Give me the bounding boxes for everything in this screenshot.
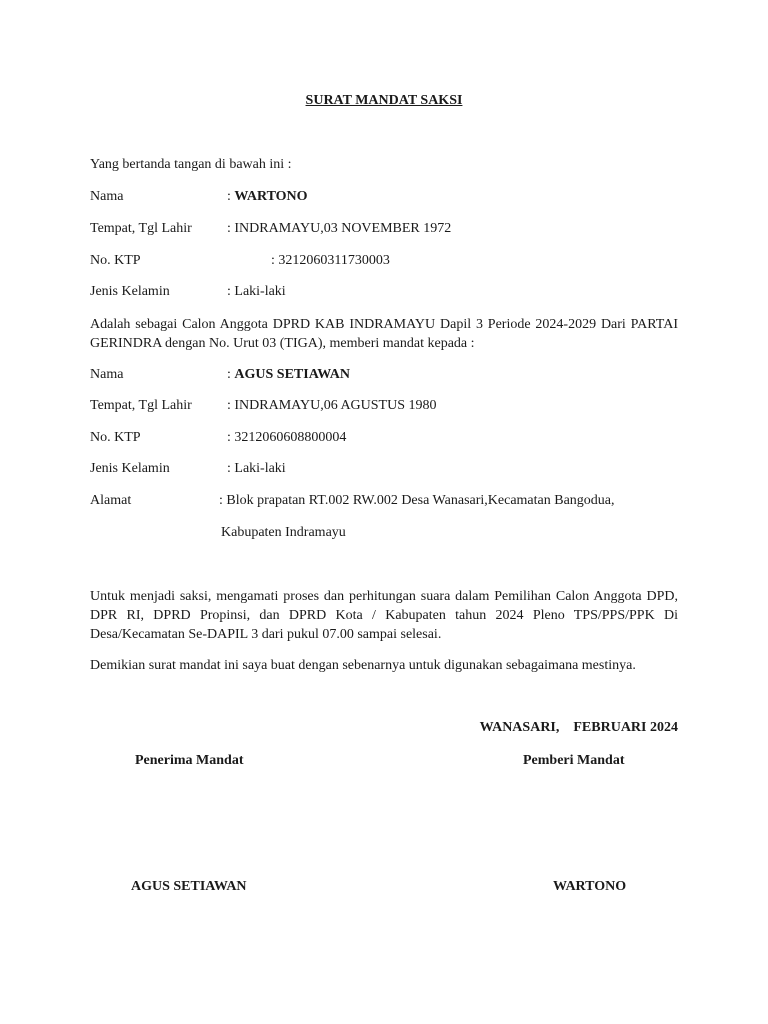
receiver-signature-title: Penerima Mandat xyxy=(135,753,244,768)
giver-name-value: WARTONO xyxy=(234,189,308,204)
receiver-address-line1: Blok prapatan RT.002 RW.002 Desa Wanasari,Kecamatan Bangodua, xyxy=(226,493,615,508)
giver-ktp-label: No. KTP xyxy=(90,253,141,268)
purpose-paragraph: Untuk menjadi saksi, mengamati proses dan perhitungan suara dalam Pemilihan Calon Anggota DPD, DPR RI, DPRD Propinsi, dan DPRD Kota / Kabupaten tahun 2024 Pleno TPS/PPS/PPK Di Desa/Kecamatan Se-DAPIL 3 dari pukul 07.00 sampai selesai. xyxy=(90,589,678,642)
giver-name-row: : WARTONO xyxy=(227,189,308,204)
giver-ttl-row: : INDRAMAYU,03 NOVEMBER 1972 xyxy=(227,221,452,236)
receiver-gender-row: : Laki-laki xyxy=(227,461,286,476)
giver-signature-title: Pemberi Mandat xyxy=(523,753,625,768)
receiver-name-value: AGUS SETIAWAN xyxy=(234,367,350,382)
receiver-ttl-row: : INDRAMAYU,06 AGUSTUS 1980 xyxy=(227,398,437,413)
giver-ttl-value: INDRAMAYU,03 NOVEMBER 1972 xyxy=(234,221,452,236)
giver-gender-row: : Laki-laki xyxy=(227,284,286,299)
receiver-ktp-row: : 3212060608800004 xyxy=(227,430,347,445)
page-title: SURAT MANDAT SAKSI xyxy=(305,93,463,108)
giver-ktp-row: : 3212060311730003 xyxy=(271,253,390,268)
closing-text: Demikian surat mandat ini saya buat dengan sebenarnya untuk digunakan sebagaimana mestinya. xyxy=(90,658,636,673)
receiver-ktp-value: 3212060608800004 xyxy=(234,430,347,445)
mandate-paragraph: Adalah sebagai Calon Anggota DPRD KAB INDRAMAYU Dapil 3 Periode 2024-2029 Dari PARTAI GERINDRA dengan No. Urut 03 (TIGA), memberi mandat kepada : xyxy=(90,317,678,351)
receiver-gender-value: Laki-laki xyxy=(234,461,286,476)
receiver-name-label: Nama xyxy=(90,367,124,382)
giver-name-label: Nama xyxy=(90,189,124,204)
receiver-ttl-label: Tempat, Tgl Lahir xyxy=(90,398,192,413)
receiver-name-row: : AGUS SETIAWAN xyxy=(227,367,350,382)
receiver-ktp-label: No. KTP xyxy=(90,430,141,445)
giver-signature-name: WARTONO xyxy=(553,879,627,894)
receiver-address-line2: Kabupaten Indramayu xyxy=(221,525,346,540)
place-date: WANASARI, FEBRUARI 2024 xyxy=(479,720,678,735)
receiver-address-label: Alamat xyxy=(90,493,132,508)
receiver-gender-label: Jenis Kelamin xyxy=(90,461,170,476)
giver-gender-value: Laki-laki xyxy=(234,284,286,299)
receiver-ttl-value: INDRAMAYU,06 AGUSTUS 1980 xyxy=(234,398,437,413)
intro-text: Yang bertanda tangan di bawah ini : xyxy=(90,157,292,172)
giver-gender-label: Jenis Kelamin xyxy=(90,284,170,299)
receiver-address-row: : Blok prapatan RT.002 RW.002 Desa Wanasari,Kecamatan Bangodua, xyxy=(219,493,615,508)
giver-ktp-value: 3212060311730003 xyxy=(278,253,390,268)
giver-ttl-label: Tempat, Tgl Lahir xyxy=(90,221,192,236)
receiver-signature-name: AGUS SETIAWAN xyxy=(131,879,247,894)
